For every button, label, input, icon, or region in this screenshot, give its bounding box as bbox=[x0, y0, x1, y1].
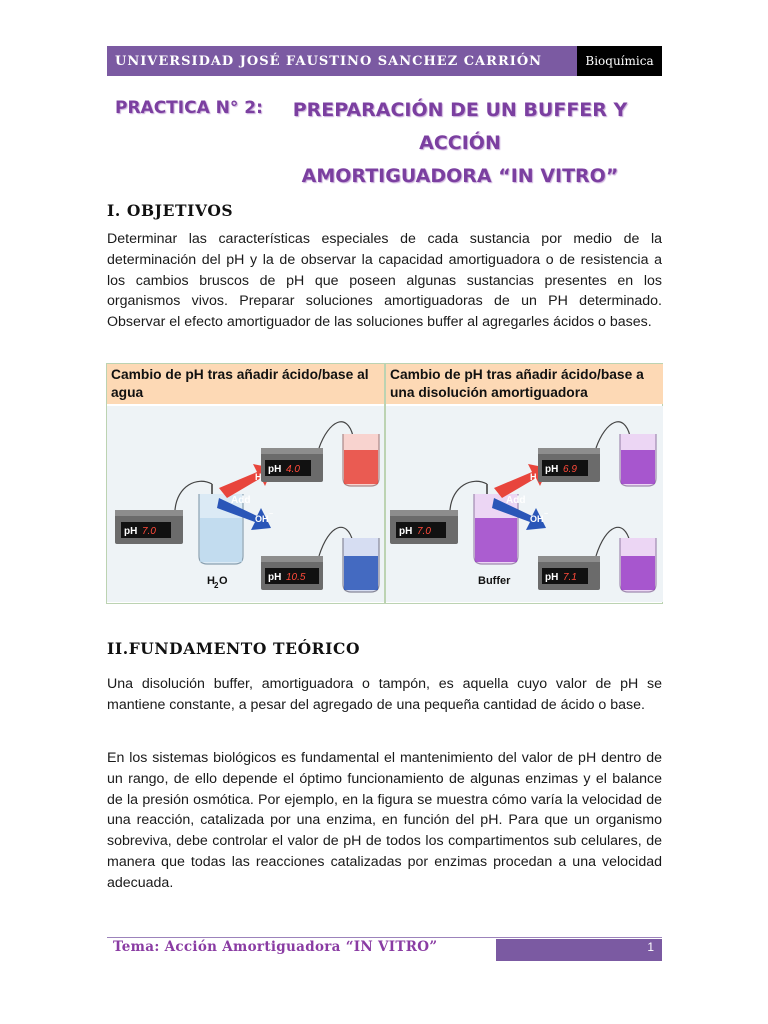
page-number: 1 bbox=[496, 939, 662, 961]
ph-meter-start-buffer-prefix: pH bbox=[399, 526, 413, 537]
figure-caption-water: Cambio de pH tras añadir ácido/base al agua bbox=[107, 364, 384, 404]
section-objetivos-heading: I. OBJETIVOS bbox=[107, 201, 234, 220]
base-ion-water: OH bbox=[255, 514, 269, 524]
footer-topic: Tema: Acción Amortiguadora “IN VITRO” bbox=[113, 939, 438, 955]
base-charge-buffer: − bbox=[544, 511, 549, 518]
section-fundamento-heading: II.FUNDAMENTO TEÓRICO bbox=[107, 639, 361, 658]
section-fundamento-para-1: Una disolución buffer, amortiguadora o tampón, es aquella cuyo valor de pH se mantiene constante, a pesar del agregado de una pequeña cantidad de ácido o base. bbox=[107, 676, 662, 713]
title-line-1: PREPARACIÓN DE UN BUFFER Y ACCIÓN bbox=[292, 99, 628, 154]
acid-ion-water: H bbox=[255, 472, 262, 482]
ph-meter-base-buffer-prefix: pH bbox=[545, 572, 559, 583]
add-label-buffer: Add bbox=[506, 495, 526, 506]
ph-meter-start-buffer-value: 7.0 bbox=[417, 526, 431, 537]
ph-meter-acid-prefix: pH bbox=[268, 464, 282, 475]
practice-number: PRACTICA N° 2: bbox=[115, 98, 263, 118]
ph-comparison-figure bbox=[106, 363, 663, 604]
water-label: H bbox=[207, 575, 215, 587]
figure-caption-buffer: Cambio de pH tras añadir ácido/base a una disolución amortiguadora bbox=[386, 364, 663, 404]
ph-meter-base-prefix: pH bbox=[268, 572, 282, 583]
base-charge-water: − bbox=[269, 511, 274, 518]
add-label-water: Add bbox=[231, 495, 251, 506]
ph-meter-acid-value: 4.0 bbox=[286, 464, 300, 475]
buffer-illustration bbox=[386, 406, 663, 602]
header-subject: Bioquímica bbox=[577, 46, 662, 76]
ph-meter-base-buffer-value: 7.1 bbox=[563, 572, 577, 583]
water-label-end: O bbox=[219, 575, 228, 587]
base-ion-buffer: OH bbox=[530, 514, 544, 524]
section-objetivos-text: Determinar las características especiales de cada sustancia por medio de la determinación del pH y la de observar la capacidad amortiguadora o de resistencia a los cambios bruscos de pH que poseen algunas sustancias presentes en los organismos vivos. Preparar soluciones amortiguadoras de un PH determinado. Observar el efecto amortiguador de las soluciones buffer al agregarles ácidos o bases. bbox=[107, 231, 662, 331]
ph-meter-acid-buffer-prefix: pH bbox=[545, 464, 559, 475]
ph-meter-start-value: 7.0 bbox=[142, 526, 156, 537]
water-label-subscript: 2 bbox=[214, 581, 219, 590]
buffer-label: Buffer bbox=[478, 575, 511, 587]
ph-meter-acid-buffer-value: 6.9 bbox=[563, 464, 577, 475]
title-line-2: AMORTIGUADORA “IN VITRO” bbox=[301, 165, 619, 187]
ph-meter-start-prefix: pH bbox=[124, 526, 138, 537]
acid-ion-buffer: H bbox=[530, 472, 537, 482]
header-university: UNIVERSIDAD JOSÉ FAUSTINO SANCHEZ CARRIÓN bbox=[107, 46, 577, 76]
water-illustration bbox=[107, 406, 384, 602]
footer-divider bbox=[107, 937, 662, 938]
figure-panel-buffer bbox=[386, 364, 663, 603]
figure-panel-water bbox=[107, 364, 386, 603]
section-fundamento-para-2: En los sistemas biológicos es fundamental el mantenimiento del valor de pH dentro de un rango, de ello depende el óptimo funcionamiento de algunas enzimas y el balance de la presión osmótica. Por ejemplo, en la figura se muestra cómo varía la velocidad de una reacción, catalizada por una enzima, en función del pH. Para que un organismo sobreviva, debe controlar el valor de pH de todos los compartimentos sub celulares, de manera que todas las reacciones catalizadas por enzimas procedan a una velocidad adecuada. bbox=[107, 750, 662, 891]
ph-meter-base-value: 10.5 bbox=[286, 572, 306, 583]
page-title bbox=[270, 94, 650, 193]
